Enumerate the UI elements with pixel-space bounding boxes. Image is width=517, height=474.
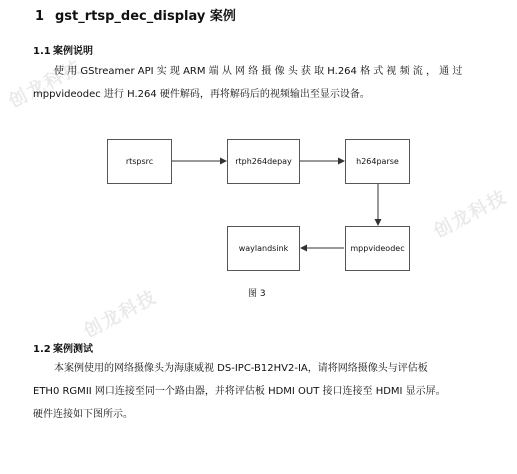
node-rtspsrc: rtspsrc (107, 139, 172, 184)
node-h264parse: h264parse (345, 139, 410, 184)
paragraph-line: 硬件连接如下图所示。 (33, 409, 133, 420)
node-rtph264depay: rtph264depay (227, 139, 300, 184)
watermark: 创龙科技 (5, 56, 86, 113)
section-heading-1-2 (33, 340, 93, 355)
section-number: 1.1 (33, 46, 51, 57)
watermark: 创龙科技 (430, 186, 511, 243)
paragraph-line: 本案例使用的网络摄像头为海康威视 DS-IPC-B12HV2-IA，请将网络摄像头与评估板 (54, 363, 428, 374)
section-title: 案例说明 (53, 46, 93, 57)
paragraph-line: mppvideodec 进行 H.264 硬件解码，再将解码后的视频输出至显示设备。 (33, 89, 370, 100)
chapter-number: 1 (35, 9, 45, 24)
watermark: 创龙科技 (80, 286, 161, 343)
node-mppvideodec: mppvideodec (345, 226, 410, 271)
section-title: 案例测试 (53, 344, 93, 355)
node-waylandsink: waylandsink (227, 226, 300, 271)
paragraph-line: 使 用 GStreamer API 实 现 ARM 端 从 网 络 摄 像 头 获 取 H.264 格 式 视 频 流 ， 通 过 (54, 66, 463, 77)
paragraph-line: ETH0 RGMII 网口连接至同一个路由器，并将评估板 HDMI OUT 接口连接至 HDMI 显示屏。 (33, 386, 446, 397)
figure-caption: 图 3 (248, 289, 266, 299)
section-number: 1.2 (33, 344, 51, 355)
chapter-title: gst_rtsp_dec_display 案例 (55, 9, 236, 24)
